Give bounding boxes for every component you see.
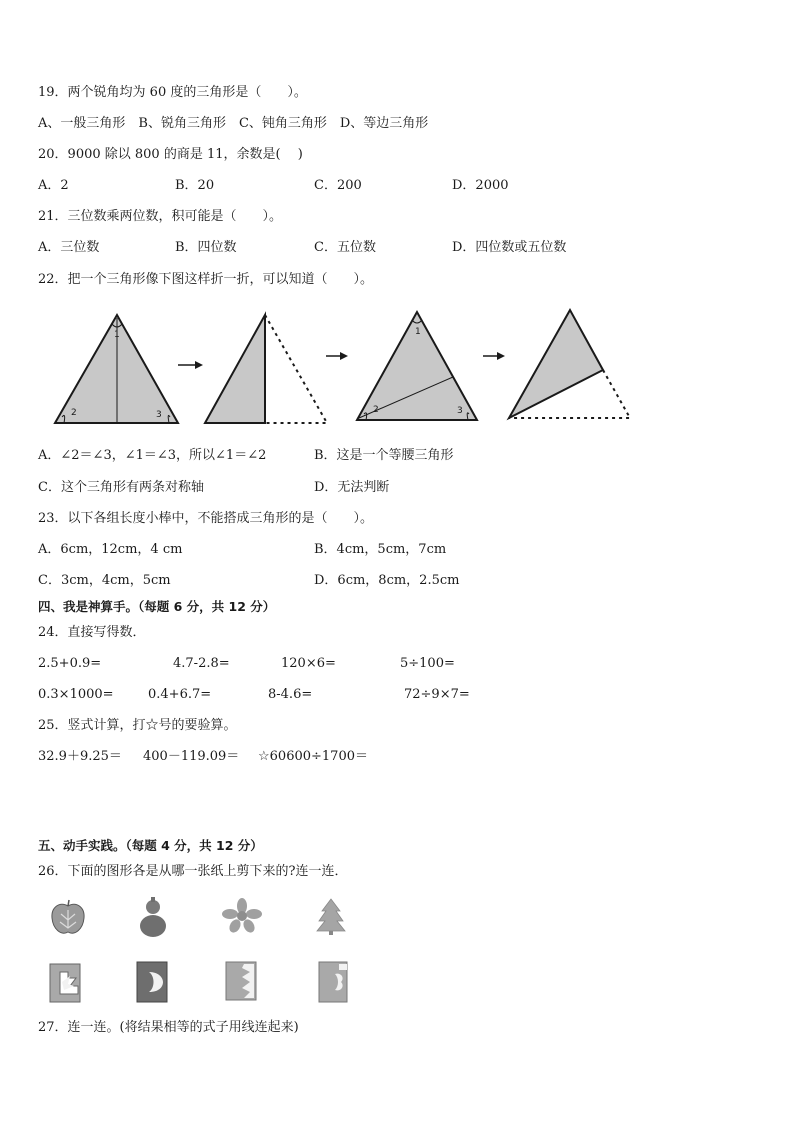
arrow-1 [178, 361, 203, 369]
q24-stem: 24．直接写得数． [38, 625, 146, 640]
paper-arrow-cut [48, 962, 82, 1004]
q24-expr: 0.4+6.7= [148, 687, 212, 702]
q19-stem: 19．两个锐角均为 60 度的三角形是（ ）。 [38, 85, 307, 100]
q24-expr: 120×6= [281, 656, 336, 671]
paper-notch-cut [317, 960, 349, 1004]
triangle-4 [509, 310, 630, 418]
tree-icon [315, 898, 347, 936]
q27-stem: 27．连一连。(将结果相等的式子用线连起来) [38, 1020, 299, 1035]
q24-expr: 5÷100= [400, 656, 455, 671]
q23-option-b: B．4cm，5cm，7cm [314, 542, 447, 557]
q23-option-d: D．6cm，8cm，2.5cm [314, 573, 460, 588]
q24-expr: 8-4.6= [268, 687, 313, 702]
q21-option-c: C．五位数 [314, 240, 376, 255]
angle-2-label-folded: 2 [373, 405, 379, 415]
q21-stem: 21．三位数乘两位数，积可能是（ ）。 [38, 209, 283, 224]
paper-c-cut [135, 960, 169, 1004]
angle-3-label: 3 [156, 410, 162, 420]
q20-option-c: C．200 [314, 178, 362, 193]
angle-2-label: 2 [71, 408, 77, 418]
q24-expr: 0.3×1000= [38, 687, 114, 702]
q22-option-a: A．∠2＝∠3，∠1＝∠3，所以∠1＝∠2 [38, 448, 267, 463]
q22-option-b: B．这是一个等腰三角形 [314, 448, 454, 463]
section-4-title: 四、我是神算手。（每题 6 分，共 12 分） [38, 599, 276, 614]
q19-options: A、一般三角形 B、锐角三角形 C、钝角三角形 D、等边三角形 [38, 116, 429, 131]
triangle-2 [205, 315, 327, 423]
q25-stem: 25．竖式计算，打☆号的要验算。 [38, 718, 237, 733]
arrow-3 [483, 352, 505, 360]
q21-option-a: A．三位数 [38, 240, 100, 255]
angle-1-label-folded: 1 [415, 327, 421, 337]
q23-stem: 23．以下各组长度小棒中，不能搭成三角形的是（ ）。 [38, 511, 374, 526]
q24-expr: 2.5+0.9= [38, 656, 102, 671]
q22-option-d: D．无法判断 [314, 480, 390, 495]
q25-expr: ☆60600÷1700＝ [258, 749, 368, 764]
folding-triangle-figure [0, 300, 794, 430]
q20-stem: 20．9000 除以 800 的商是 11，余数是( ) [38, 147, 303, 162]
q23-option-a: A．6cm，12cm，4 cm [38, 542, 183, 557]
section-5-title: 五、动手实践。（每题 4 分，共 12 分） [38, 838, 263, 853]
arrow-2 [326, 352, 348, 360]
angle-3-label-folded: 3 [457, 406, 463, 416]
q22-option-c: C．这个三角形有两条对称轴 [38, 480, 204, 495]
gourd-icon [135, 896, 171, 940]
apple-icon [48, 898, 88, 938]
q20-option-b: B．20 [175, 178, 215, 193]
q24-expr: 72÷9×7= [404, 687, 470, 702]
q26-stem: 26．下面的图形各是从哪一张纸上剪下来的?连一连． [38, 864, 348, 879]
flower-icon [222, 898, 262, 934]
triangle-1 [55, 315, 178, 423]
q22-stem: 22．把一个三角形像下图这样折一折，可以知道（ ）。 [38, 272, 374, 287]
q21-option-b: B．四位数 [175, 240, 237, 255]
q25-expr: 32.9＋9.25＝ [38, 749, 122, 764]
angle-1-label: 1 [114, 330, 120, 340]
q20-option-a: A．2 [38, 178, 69, 193]
q20-option-d: D．2000 [452, 178, 509, 193]
q24-expr: 4.7-2.8= [173, 656, 230, 671]
paper-zigzag-cut [224, 960, 258, 1002]
q25-expr: 400－119.09＝ [143, 749, 240, 764]
q23-option-c: C．3cm，4cm，5cm [38, 573, 171, 588]
triangle-3 [357, 312, 477, 420]
q21-option-d: D．四位数或五位数 [452, 240, 567, 255]
